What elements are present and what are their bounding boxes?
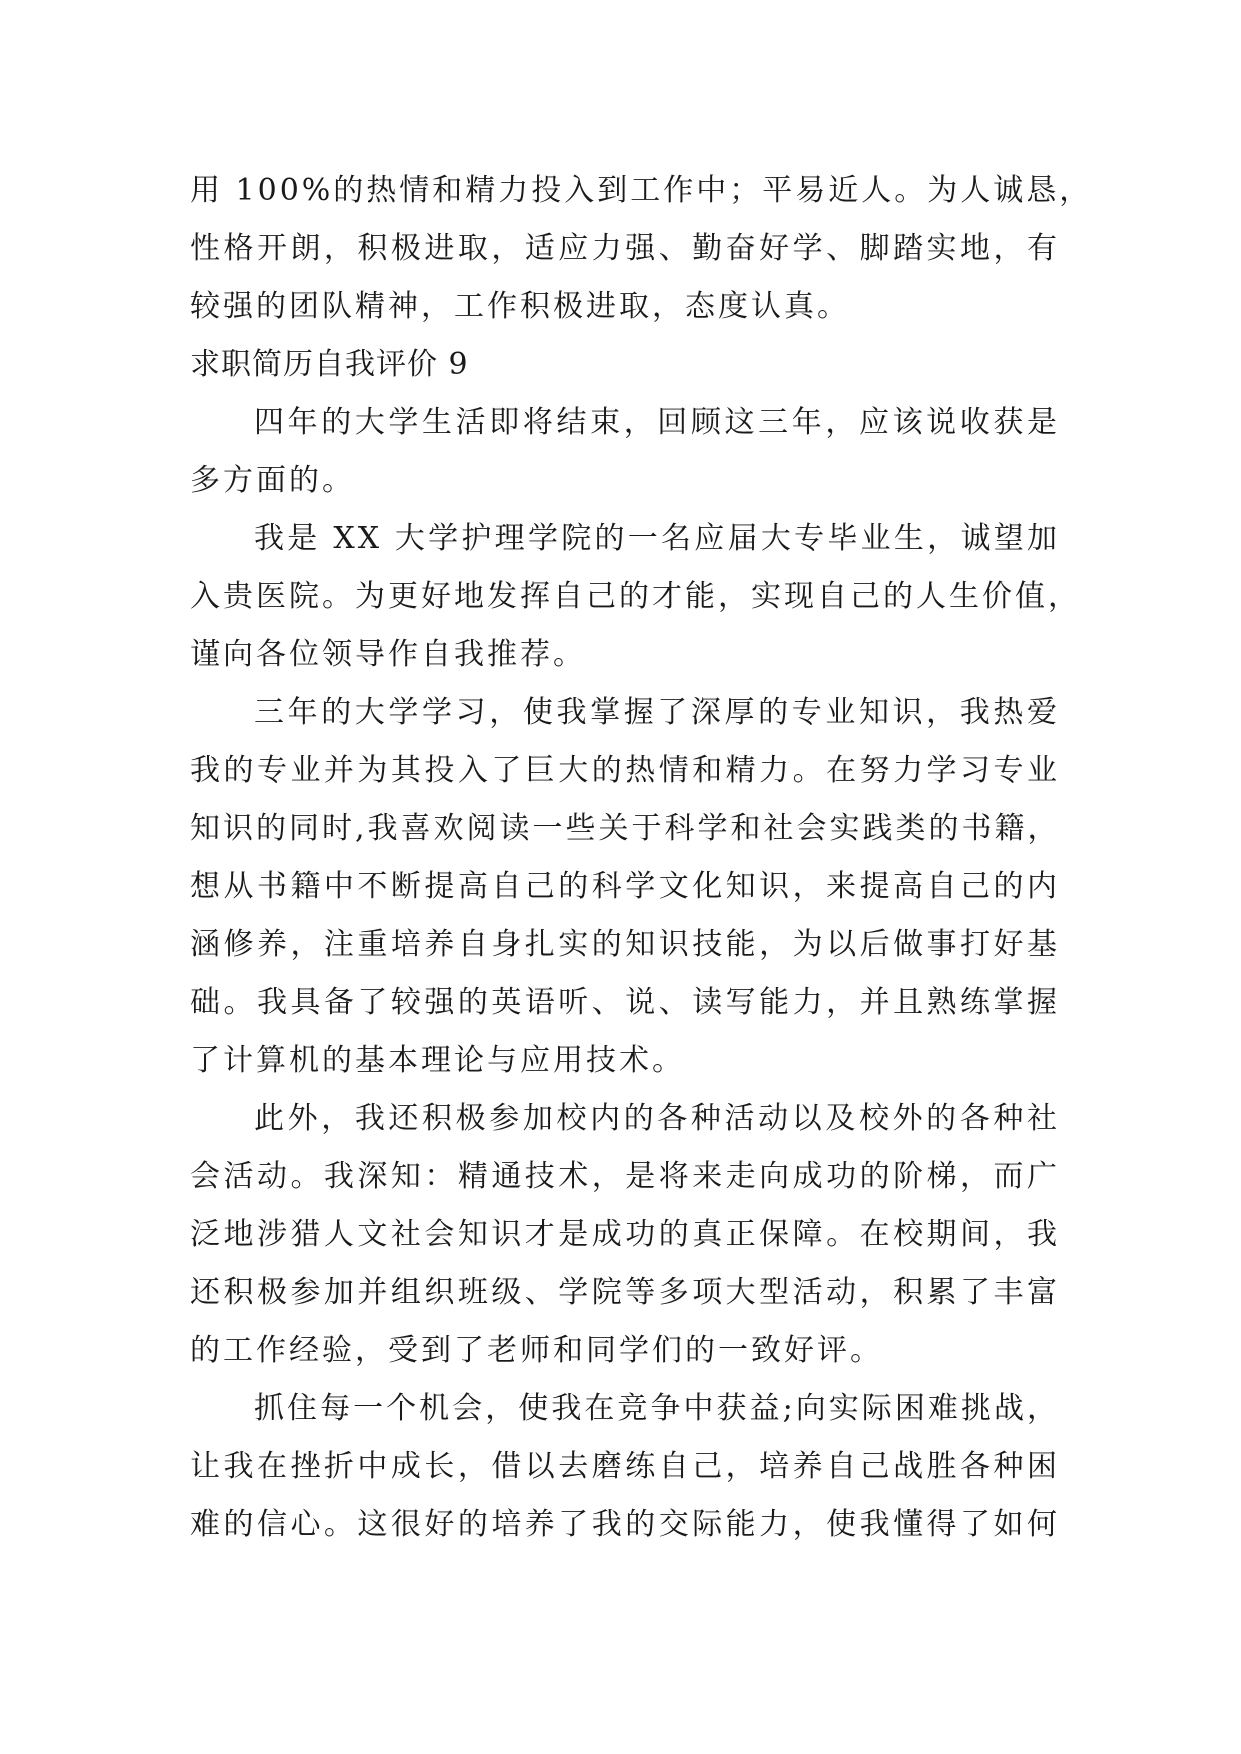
text-line: 泛地涉猎人文社会知识才是成功的真正保障。在校期间，我 bbox=[190, 1217, 1060, 1252]
text-line: 让我在挫折中成长，借以去磨练自己，培养自己战胜各种困 bbox=[190, 1449, 1060, 1484]
text-line: 了计算机的基本理论与应用技术。 bbox=[190, 1043, 685, 1078]
text-line: 涵修养，注重培养自身扎实的知识技能，为以后做事打好基 bbox=[190, 927, 1060, 962]
intro-paragraph bbox=[190, 162, 1093, 336]
text-line: 四年的大学生活即将结束，回顾这三年，应该说收获是 bbox=[254, 405, 1060, 440]
text-line: 较强的团队精神，工作积极进取，态度认真。 bbox=[190, 289, 850, 324]
text-line: 还积极参加并组织班级、学院等多项大型活动，积累了丰富 bbox=[190, 1275, 1060, 1310]
text-line: 我的专业并为其投入了巨大的热情和精力。在努力学习专业 bbox=[190, 753, 1060, 788]
text-line: 抓住每一个机会，使我在竞争中获益;向实际困难挑战， bbox=[254, 1391, 1060, 1426]
paragraph-2 bbox=[190, 510, 1081, 684]
text-line: 性格开朗，积极进取，适应力强、勤奋好学、脚踏实地，有 bbox=[190, 231, 1060, 266]
paragraph-3 bbox=[190, 684, 1060, 1090]
text-line: 的工作经验，受到了老师和同学们的一致好评。 bbox=[190, 1333, 883, 1368]
section-heading: 求职简历自我评价 9 bbox=[190, 347, 469, 382]
text-line: 入贵医院。为更好地发挥自己的才能，实现自己的人生价值， bbox=[190, 579, 1081, 614]
text-line: 知识的同时,我喜欢阅读一些关于科学和社会实践类的书籍， bbox=[190, 811, 1061, 846]
text-line: 谨向各位领导作自我推荐。 bbox=[190, 637, 586, 672]
document-body bbox=[190, 162, 1093, 1554]
text-line: 用 100%的热情和精力投入到工作中；平易近人。为人诚恳， bbox=[190, 173, 1093, 208]
text-line: 我是 XX 大学护理学院的一名应届大专毕业生，诚望加 bbox=[254, 521, 1060, 556]
text-line: 难的信心。这很好的培养了我的交际能力，使我懂得了如何 bbox=[190, 1507, 1060, 1542]
text-line: 想从书籍中不断提高自己的科学文化知识，来提高自己的内 bbox=[190, 869, 1060, 904]
paragraph-1 bbox=[190, 394, 1060, 510]
text-line: 础。我具备了较强的英语听、说、读写能力，并且熟练掌握 bbox=[190, 985, 1060, 1020]
text-line: 三年的大学学习，使我掌握了深厚的专业知识，我热爱 bbox=[254, 695, 1060, 730]
paragraph-4 bbox=[190, 1090, 1060, 1380]
paragraph-5 bbox=[190, 1380, 1060, 1554]
text-line: 此外，我还积极参加校内的各种活动以及校外的各种社 bbox=[254, 1101, 1060, 1136]
text-line: 多方面的。 bbox=[190, 463, 355, 498]
text-line: 会活动。我深知：精通技术，是将来走向成功的阶梯，而广 bbox=[190, 1159, 1060, 1194]
